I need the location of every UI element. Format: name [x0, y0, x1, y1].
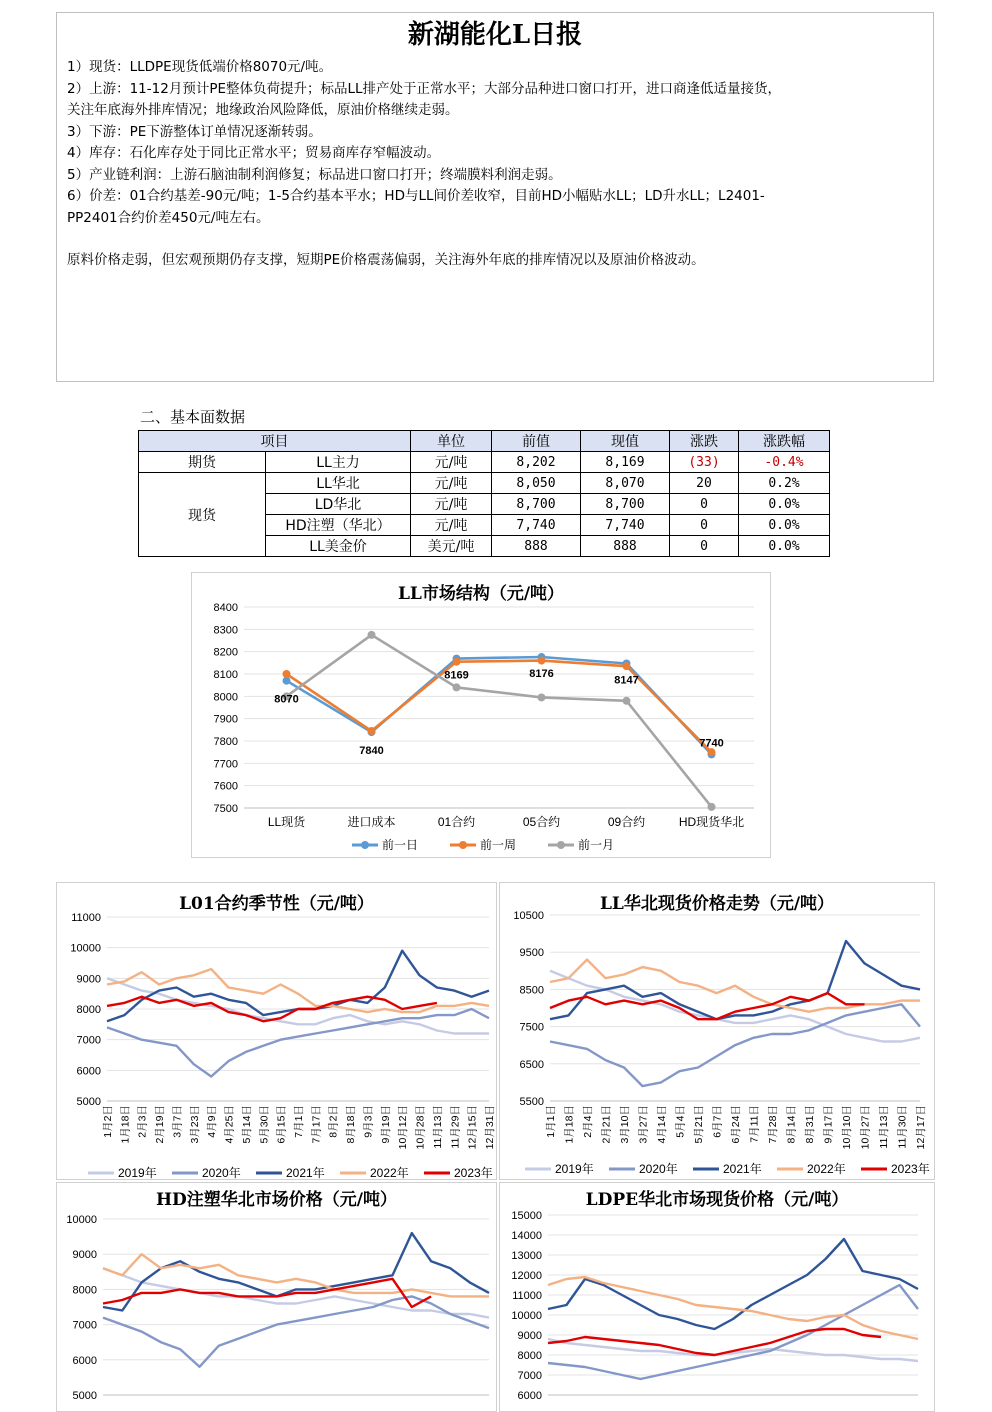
row-name: LL美金价	[266, 536, 411, 557]
summary-panel	[56, 12, 934, 382]
summary-line: 3）下游：PE下游整体订单情况逐渐转弱。	[67, 123, 322, 140]
row-cur: 8,169	[581, 452, 670, 473]
y-tick-label: 10000	[511, 1310, 542, 1322]
group-futures: 期货	[139, 452, 266, 473]
x-tick-label: 9月17日	[822, 1105, 835, 1144]
x-tick-label: 6月15日	[275, 1105, 288, 1144]
series-line	[550, 971, 920, 1042]
x-tick-label: 11月13日	[431, 1105, 444, 1149]
row-prev: 8,202	[492, 452, 581, 473]
chart-svg	[500, 1183, 934, 1411]
row-cur: 8,070	[581, 473, 670, 494]
y-tick-label: 13000	[511, 1250, 542, 1262]
x-tick-label: 5月21日	[693, 1105, 705, 1144]
data-point	[283, 670, 291, 678]
x-tick-label: 2月3日	[136, 1105, 149, 1138]
summary-line: 2）上游：11-12月预计PE整体负荷提升；标品LL排产处于正常水平；大部分品种进口窗口打开，进口商逢低适量接货，	[67, 80, 782, 97]
row-name: LD华北	[266, 494, 411, 515]
y-tick-label: 8000	[517, 1350, 542, 1362]
x-tick-label: 6月24日	[730, 1105, 742, 1144]
x-tick-label: 11月13日	[878, 1105, 890, 1149]
row-unit: 元/吨	[411, 452, 492, 473]
chart-svg	[57, 1183, 496, 1411]
y-tick-label: 8000	[76, 1004, 101, 1016]
data-point	[538, 693, 546, 701]
report-title: 新湖能化L日报	[407, 20, 583, 50]
data-point	[368, 631, 376, 639]
y-tick-label: 8000	[213, 691, 238, 704]
x-tick-label: 9月19日	[379, 1105, 392, 1144]
y-tick-label: 10500	[513, 910, 544, 922]
legend-label: 2022年	[807, 1162, 846, 1176]
x-tick-label: 7月28日	[767, 1105, 779, 1144]
row-prev: 7,740	[492, 515, 581, 536]
data-label: 7840	[359, 745, 384, 758]
row-chg: 0	[670, 494, 739, 515]
x-tick-label: 3月10日	[619, 1105, 631, 1144]
x-tick-label: 7月11日	[748, 1105, 761, 1143]
legend-label: 2020年	[202, 1166, 241, 1179]
legend-marker	[557, 841, 565, 849]
y-tick-label: 8200	[213, 646, 238, 659]
y-tick-label: 6000	[517, 1390, 542, 1402]
data-point	[453, 658, 461, 666]
y-tick-label: 14000	[511, 1230, 542, 1242]
data-label: 8176	[529, 668, 554, 681]
y-tick-label: 8400	[213, 602, 238, 614]
x-tick-label: 10月27日	[859, 1105, 872, 1150]
legend-label: 2023年	[454, 1166, 493, 1179]
row-chg: 0	[670, 536, 739, 557]
y-tick-label: 6000	[76, 1065, 101, 1078]
y-tick-label: 7700	[213, 758, 238, 771]
summary-conclusion: 原料价格走弱，但宏观预期仍存支撑，短期PE价格震荡偏弱，关注海外年底的排库情况以及原油价格波动。	[67, 252, 705, 268]
x-tick-label: 1月2日	[102, 1105, 114, 1138]
legend-marker	[361, 841, 369, 849]
table-row	[139, 473, 830, 494]
row-prev: 888	[492, 536, 581, 557]
row-pct: 0.2%	[739, 473, 830, 494]
x-tick-label: 4月9日	[206, 1105, 219, 1138]
y-tick-label: 11000	[71, 912, 101, 924]
group-spot: 现货	[139, 473, 266, 557]
y-tick-label: 7600	[213, 780, 238, 793]
chart-title: HD注塑华北市场价格（元/吨）	[155, 1190, 397, 1210]
chart-title: LL市场结构（元/吨）	[397, 584, 565, 604]
summary-line: PP2401合约价差450元/吨左右。	[67, 209, 270, 226]
row-cur: 888	[581, 536, 670, 557]
header-unit: 单位	[411, 431, 492, 452]
x-tick-label: 7月17日	[310, 1105, 323, 1144]
row-name: LL主力	[266, 452, 411, 473]
chart-svg	[192, 573, 770, 857]
x-tick-label: 进口成本	[347, 815, 396, 829]
x-tick-label: HD现货华北	[678, 815, 745, 829]
fundamentals-table	[138, 430, 830, 557]
x-tick-label: 4月14日	[656, 1105, 668, 1144]
data-point	[708, 803, 716, 811]
x-tick-label: 10月10日	[841, 1105, 853, 1150]
chart-title: LL华北现货价格走势（元/吨）	[599, 894, 835, 914]
y-tick-label: 11000	[512, 1290, 542, 1302]
y-tick-label: 8000	[72, 1284, 97, 1297]
y-tick-label: 8100	[213, 669, 238, 681]
y-tick-label: 5500	[519, 1096, 544, 1108]
chart-svg	[57, 883, 496, 1179]
x-tick-label: LL现货	[267, 815, 306, 829]
row-cur: 7,740	[581, 515, 670, 536]
row-prev: 8,700	[492, 494, 581, 515]
x-tick-label: 2月21日	[600, 1105, 613, 1144]
x-tick-label: 9月3日	[362, 1105, 375, 1138]
x-tick-label: 8月2日	[327, 1105, 340, 1138]
header-cur: 现值	[581, 431, 670, 452]
series-line	[107, 951, 489, 1022]
x-tick-label: 1月1日	[545, 1105, 557, 1138]
summary-lines	[57, 57, 933, 272]
row-chg: 0	[670, 515, 739, 536]
y-tick-label: 8300	[213, 624, 238, 637]
data-point	[538, 657, 546, 665]
y-tick-label: 7900	[213, 713, 238, 726]
series-line	[103, 1296, 489, 1366]
data-point	[623, 697, 631, 705]
row-pct: 0.0%	[739, 536, 830, 557]
header-pct: 涨跌幅	[739, 431, 830, 452]
data-label: 8169	[444, 669, 469, 682]
table-header-row	[139, 431, 830, 452]
row-pct: 0.0%	[739, 515, 830, 536]
summary-line: 5）产业链利润：上游石脑油制利润修复；标品进口窗口打开；终端膜料利润走弱。	[67, 166, 562, 183]
row-cur: 8,700	[581, 494, 670, 515]
row-unit: 元/吨	[411, 494, 492, 515]
x-tick-label: 05合约	[522, 815, 561, 829]
x-tick-label: 3月7日	[171, 1105, 184, 1138]
series-line	[548, 1329, 881, 1355]
header-chg: 涨跌	[670, 431, 739, 452]
data-point	[453, 683, 461, 691]
chart-title: LDPE华北市场现货价格（元/吨）	[585, 1190, 849, 1210]
x-tick-label: 2月19日	[154, 1105, 167, 1144]
row-unit: 美元/吨	[411, 536, 492, 557]
x-tick-label: 5月14日	[240, 1105, 253, 1144]
summary-line: 6）价差：01合约基差-90元/吨；1-5合约基本平水；HD与LL间价差收窄，目前HD小幅贴水LL；LD升水LL；L2401-	[67, 188, 765, 204]
summary-line: 1）现货：LLDPE现货低端价格8070元/吨。	[67, 59, 333, 75]
chart-hd-injection	[56, 1182, 497, 1412]
table-row	[139, 452, 830, 473]
x-tick-label: 5月4日	[674, 1105, 687, 1138]
x-tick-label: 11月30日	[896, 1105, 909, 1149]
legend-label: 2021年	[286, 1166, 325, 1179]
x-tick-label: 12月31日	[484, 1105, 496, 1150]
row-pct: -0.4%	[739, 452, 830, 473]
data-label: 7740	[699, 737, 724, 750]
y-tick-label: 10000	[70, 942, 101, 955]
x-tick-label: 7月1日	[293, 1105, 305, 1138]
summary-line: 关注年底海外排库情况；地缘政治风险降低，原油价格继续走弱。	[67, 102, 459, 118]
x-tick-label: 3月27日	[637, 1105, 650, 1144]
y-tick-label: 9000	[517, 1330, 542, 1342]
legend-label: 2022年	[370, 1166, 409, 1179]
x-tick-label: 1月18日	[563, 1105, 576, 1144]
x-tick-label: 11月29日	[449, 1105, 462, 1149]
x-tick-label: 3月23日	[188, 1105, 201, 1144]
x-tick-label: 12月17日	[915, 1105, 927, 1150]
chart-ldpe-spot	[499, 1182, 935, 1412]
y-tick-label: 5000	[72, 1390, 97, 1402]
summary-line: 4）库存：石化库存处于同比正常水平；贸易商库存窄幅波动。	[67, 145, 441, 161]
y-tick-label: 5000	[76, 1096, 101, 1108]
x-tick-label: 5月30日	[258, 1105, 271, 1144]
row-pct: 0.0%	[739, 494, 830, 515]
y-tick-label: 10000	[66, 1214, 97, 1226]
series-line	[107, 978, 489, 1033]
x-tick-label: 12月15日	[466, 1105, 479, 1150]
x-tick-label: 6月7日	[711, 1105, 724, 1138]
row-unit: 元/吨	[411, 473, 492, 494]
y-tick-label: 7000	[72, 1319, 97, 1332]
y-tick-label: 7500	[213, 803, 238, 815]
y-tick-label: 8500	[519, 984, 544, 997]
row-name: LL华北	[266, 473, 411, 494]
y-tick-label: 7800	[213, 736, 238, 748]
x-tick-label: 10月28日	[414, 1105, 427, 1150]
chart-svg	[500, 883, 934, 1179]
legend-label: 2021年	[723, 1162, 762, 1176]
y-tick-label: 12000	[511, 1270, 542, 1282]
series-line	[103, 1233, 489, 1310]
x-tick-label: 01合约	[437, 815, 476, 829]
row-name: HD注塑（华北）	[266, 515, 411, 536]
section-title: 二、基本面数据	[140, 408, 246, 426]
legend-marker	[459, 841, 467, 849]
x-tick-label: 2月4日	[582, 1105, 594, 1138]
legend-label: 2019年	[555, 1162, 594, 1176]
y-tick-label: 7000	[76, 1034, 101, 1047]
y-tick-label: 7500	[519, 1021, 544, 1034]
series-line	[107, 1009, 489, 1077]
legend-label: 2019年	[118, 1166, 157, 1179]
x-tick-label: 8月14日	[785, 1105, 798, 1144]
data-label: 8147	[614, 674, 639, 687]
legend-label: 前一月	[578, 838, 615, 852]
legend-label: 前一周	[480, 838, 517, 852]
x-tick-label: 1月18日	[119, 1105, 132, 1144]
chart-ll-spot-trend	[499, 882, 935, 1180]
x-tick-label: 10月12日	[397, 1105, 410, 1150]
row-unit: 元/吨	[411, 515, 492, 536]
row-chg: 20	[670, 473, 739, 494]
legend-label: 2023年	[891, 1162, 930, 1176]
row-chg: (33)	[670, 452, 739, 473]
series-line	[548, 1285, 918, 1379]
y-tick-label: 6500	[519, 1058, 544, 1071]
y-tick-label: 9500	[519, 947, 544, 960]
legend-label: 2020年	[639, 1162, 678, 1176]
header-item: 项目	[139, 431, 411, 452]
series-line	[550, 941, 920, 1019]
x-tick-label: 09合约	[607, 815, 646, 829]
x-tick-label: 8月31日	[804, 1105, 816, 1144]
x-tick-label: 4月25日	[223, 1105, 236, 1144]
chart-market-structure	[191, 572, 771, 858]
legend-label: 前一日	[382, 838, 419, 852]
chart-title: L01合约季节性（元/吨）	[179, 894, 374, 914]
series-line	[287, 657, 712, 754]
header-prev: 前值	[492, 431, 581, 452]
data-point	[368, 727, 376, 735]
x-tick-label: 8月18日	[345, 1105, 358, 1144]
y-tick-label: 15000	[511, 1210, 542, 1222]
y-tick-label: 9000	[72, 1249, 97, 1262]
y-tick-label: 9000	[76, 973, 101, 986]
chart-l01-seasonality	[56, 882, 497, 1180]
data-label: 8070	[274, 693, 299, 706]
y-tick-label: 7000	[517, 1370, 542, 1382]
y-tick-label: 6000	[72, 1354, 97, 1367]
row-prev: 8,050	[492, 473, 581, 494]
data-point	[623, 662, 631, 670]
